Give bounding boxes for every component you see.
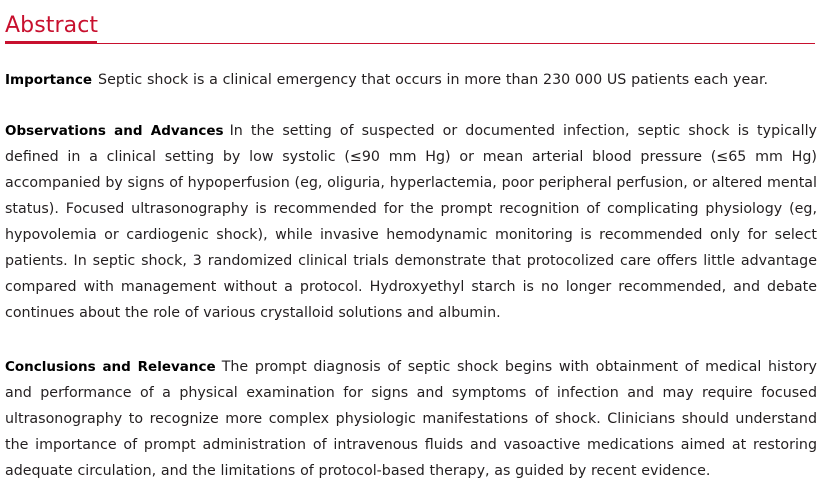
section-importance bbox=[5, 67, 817, 93]
title-underline bbox=[5, 41, 97, 44]
section-text-conclusions: The prompt diagnosis of septic shock begins with obtainment of medical history and performance of a physical examination for signs and symptoms of infection and may require focused ultrasonography to recognize more complex physiologic manifestations of shock. Clinicians should understand the importance of prompt administration of intravenous fluids and vasoactive medications aimed at restoring adequate circulation, and the limitations of protocol-based therapy, as guided by recent evidence. bbox=[5, 359, 817, 479]
abstract-block bbox=[5, 10, 817, 484]
section-heading-conclusions: Conclusions and Relevance bbox=[5, 359, 216, 375]
section-text-importance: Septic shock is a clinical emergency that occurs in more than 230 000 US patients each year. bbox=[98, 72, 769, 88]
section-conclusions-and-relevance bbox=[5, 354, 817, 484]
section-heading-importance: Importance bbox=[5, 72, 93, 88]
section-observations-and-advances bbox=[5, 118, 817, 326]
header-divider bbox=[5, 43, 815, 44]
section-heading-observations: Observations and Advances bbox=[5, 123, 224, 139]
abstract-header bbox=[5, 10, 817, 44]
abstract-title: Abstract bbox=[5, 13, 99, 38]
section-text-observations: In the setting of suspected or documented infection, septic shock is typically defined in a clinical setting by low systolic (≤90 mm Hg) or mean arterial blood pressure (≤65 mm Hg) accompanied by signs of hypoperfusion (eg, oliguria, hyperlactemia, poor peripheral perfusion, or altered mental status). Focused ultrasonography is recommended for the prompt recognition of complicating physiology (eg, hypovolemia or cardiogenic shock), while invasive hemodynamic monitoring is recommended only for select patients. In septic shock, 3 randomized clinical trials demonstrate that protocolized care offers little advantage compared with management without a protocol. Hydroxyethyl starch is no longer recommended, and debate continues about the role of various crystalloid solutions and albumin. bbox=[5, 123, 817, 321]
